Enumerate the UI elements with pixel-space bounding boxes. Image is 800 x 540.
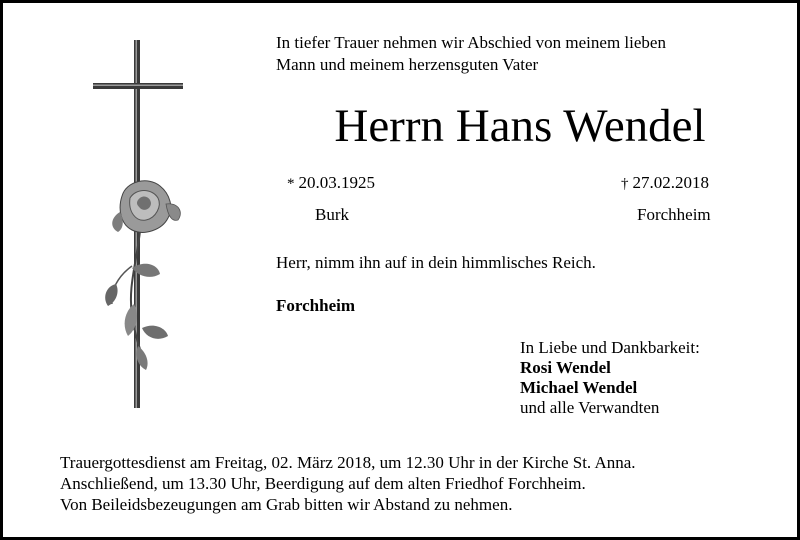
mourner-name: Rosi Wendel bbox=[520, 358, 611, 377]
death-info bbox=[621, 173, 709, 193]
location-text: Forchheim bbox=[276, 296, 356, 315]
service-line-2: Anschließend, um 13.30 Uhr, Beerdigung auf dem alten Friedhof Forchheim. bbox=[60, 474, 586, 493]
quote-text: Herr, nimm ihn auf in dein himmlisches Reich. bbox=[276, 253, 596, 272]
deceased-name: Herrn Hans Wendel bbox=[334, 100, 706, 152]
mourners-block bbox=[520, 338, 700, 418]
birth-date: 20.03.1925 bbox=[298, 173, 375, 192]
mourners-intro: In Liebe und Dankbarkeit: bbox=[520, 338, 700, 357]
birth-place: Burk bbox=[315, 205, 349, 224]
service-info bbox=[60, 452, 636, 515]
service-line-1: Trauergottesdienst am Freitag, 02. März 2018, um 12.30 Uhr in der Kirche St. Anna. bbox=[60, 453, 636, 472]
intro-text bbox=[276, 32, 666, 76]
death-date: 27.02.2018 bbox=[632, 173, 709, 192]
intro-line-1: In tiefer Trauer nehmen wir Abschied von meinem lieben bbox=[276, 33, 666, 52]
birth-info bbox=[287, 173, 375, 193]
death-cross-icon: † bbox=[621, 176, 629, 192]
death-place: Forchheim bbox=[637, 205, 711, 224]
service-line-3: Von Beileidsbezeugungen am Grab bitten wir Abstand zu nehmen. bbox=[60, 495, 513, 514]
cross-with-rose-icon bbox=[88, 36, 188, 412]
birth-star-icon: * bbox=[287, 176, 295, 192]
mourners-others: und alle Verwandten bbox=[520, 398, 660, 417]
mourner-name: Michael Wendel bbox=[520, 378, 638, 397]
intro-line-2: Mann und meinem herzensguten Vater bbox=[276, 55, 539, 74]
